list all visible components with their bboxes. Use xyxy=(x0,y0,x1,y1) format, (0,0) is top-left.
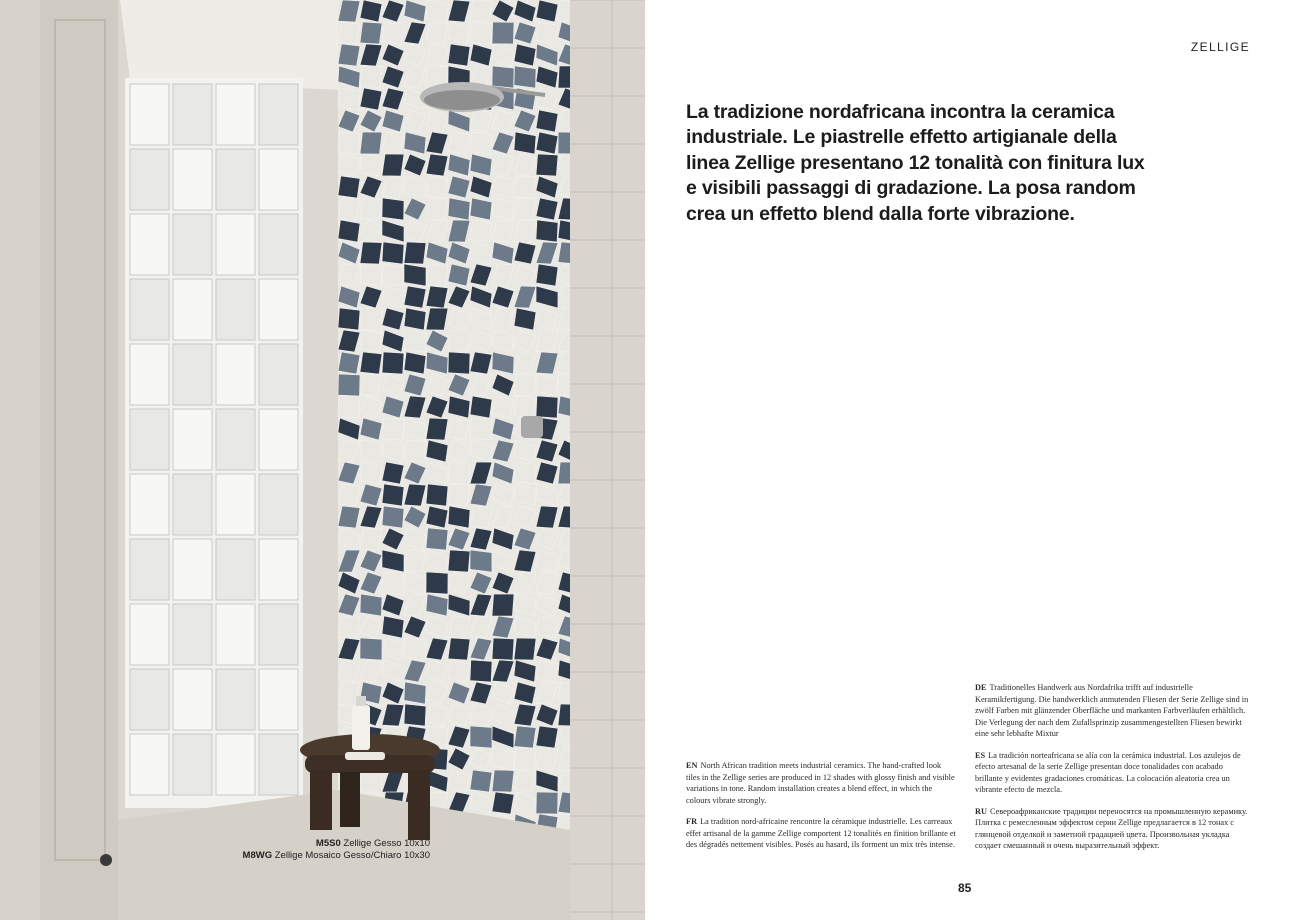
glass-block xyxy=(216,604,255,665)
zellige-tile xyxy=(470,198,492,220)
zellige-tile xyxy=(470,660,492,682)
soap-tube xyxy=(345,752,385,760)
white-tile-wall xyxy=(570,0,645,920)
photo-illustration xyxy=(0,0,645,920)
glass-block xyxy=(216,734,255,795)
zellige-tile xyxy=(360,0,382,22)
language-code: FR xyxy=(686,817,698,826)
shower-valve xyxy=(521,416,543,438)
zellige-tile xyxy=(360,88,382,110)
photo-caption xyxy=(210,838,430,862)
glass-block xyxy=(216,344,255,405)
zellige-tile xyxy=(360,462,382,484)
zellige-tile xyxy=(404,242,426,264)
zellige-tile xyxy=(448,638,470,660)
zellige-tile xyxy=(338,198,360,220)
zellige-tile xyxy=(492,770,514,792)
zellige-tile xyxy=(536,88,558,110)
glass-block xyxy=(259,344,298,405)
zellige-tile xyxy=(338,506,360,528)
zellige-tile xyxy=(426,418,448,440)
zellige-tile xyxy=(536,22,558,44)
zellige-tile xyxy=(338,308,360,330)
translations-left-column xyxy=(686,760,956,861)
zellige-tile xyxy=(382,154,404,176)
zellige-tile xyxy=(382,132,404,154)
zellige-tile xyxy=(338,22,360,44)
translation-text: North African tradition meets industrial ceramics. The hand-crafted look tiles in the Zellige series are produced in 12 shades with glossy finish and visible variations in tone. Random installation creates a blend effect, in which the colours vibrate strongly. xyxy=(686,761,955,805)
shower-photo xyxy=(0,0,645,920)
translation-text: La tradition nord-africaine rencontre la céramique industrielle. Les carreaux effet artisanal de la gamme Zellige comportent 12 tonalités en finition brillante et des dégradés nettement visibles. Posés au hasard, ils forment un mix très intense. xyxy=(686,817,956,849)
zellige-tile xyxy=(382,22,404,44)
zellige-tile xyxy=(470,0,492,22)
glass-block xyxy=(130,604,169,665)
zellige-tile xyxy=(360,22,382,44)
translation-text: Североафриканские традиции переносятся на промышленную керамику. Плитка с ремесленным эффектом серии Zellige предлагается в 12 тонах с глянцевой отделкой и заметной градацией цвета. Произвольная укладка создает смешанный и очень выразительный эффект. xyxy=(975,806,1248,850)
zellige-tile xyxy=(514,176,536,198)
headline-line: linea Zellige presentano 12 tonalità con finitura lux xyxy=(686,151,1145,174)
zellige-tile xyxy=(426,572,448,594)
zellige-tile xyxy=(360,198,382,220)
product-name: Zellige Mosaico Gesso/Chiaro 10x30 xyxy=(274,850,430,861)
page-number: 85 xyxy=(958,881,972,895)
zellige-tile xyxy=(536,792,558,814)
soap-bottle xyxy=(352,705,370,750)
zellige-tile xyxy=(514,462,536,484)
glass-block xyxy=(130,344,169,405)
zellige-tile xyxy=(514,308,536,330)
glass-block xyxy=(259,539,298,600)
zellige-tile xyxy=(360,66,382,88)
glass-block xyxy=(216,409,255,470)
zellige-tile xyxy=(360,154,382,176)
zellige-tile xyxy=(426,528,448,550)
zellige-tile xyxy=(448,462,470,484)
zellige-tile xyxy=(360,440,382,462)
glass-block xyxy=(216,279,255,340)
zellige-tile xyxy=(470,220,492,242)
glass-block xyxy=(216,149,255,210)
zellige-tile xyxy=(492,638,514,660)
zellige-tile xyxy=(382,242,404,264)
zellige-tile xyxy=(426,484,448,506)
zellige-tile xyxy=(404,264,426,286)
zellige-tile xyxy=(536,616,558,638)
zellige-tile xyxy=(470,726,492,748)
zellige-tile xyxy=(426,154,448,176)
zellige-tile xyxy=(536,396,558,418)
headline-line: crea un effetto blend dalla forte vibrazione. xyxy=(686,202,1075,225)
glass-block xyxy=(130,474,169,535)
stool-leg xyxy=(310,770,332,830)
translation-text: La tradición norteafricana se alía con la cerámica industrial. Los azulejos de efecto artesanal de la serie Zellige presentan doce tonalidades con acabado brillante y evidentes gradaciones cromáticas. La colocación aleatoria crea un vibrante efecto de mezcla. xyxy=(975,750,1241,794)
zellige-tile xyxy=(360,132,382,154)
product-code: M8WG xyxy=(242,850,273,861)
zellige-tile xyxy=(360,242,382,264)
glass-block xyxy=(173,409,212,470)
language-code: ES xyxy=(975,750,986,760)
zellige-tile xyxy=(338,484,360,506)
zellige-tile xyxy=(448,198,470,220)
zellige-tiles xyxy=(338,0,580,920)
zellige-tile xyxy=(514,198,536,220)
glass-block xyxy=(173,84,212,145)
zellige-tile xyxy=(404,638,426,660)
zellige-tile xyxy=(360,528,382,550)
translation-ru xyxy=(975,806,1250,852)
glass-block xyxy=(173,214,212,275)
zellige-tile xyxy=(536,220,558,242)
zellige-tile xyxy=(470,770,492,792)
zellige-tile xyxy=(514,726,536,748)
glass-block xyxy=(259,604,298,665)
zellige-tile xyxy=(426,0,448,22)
headline-line: La tradizione nordafricana incontra la ceramica xyxy=(686,101,1115,123)
zellige-tile xyxy=(360,352,382,374)
glass-block xyxy=(259,149,298,210)
zellige-tile xyxy=(514,396,536,418)
glass-block xyxy=(216,214,255,275)
zellige-tile xyxy=(426,22,448,44)
zellige-tile xyxy=(382,572,404,594)
zellige-tile xyxy=(338,132,360,154)
zellige-tile xyxy=(536,110,558,132)
glass-block xyxy=(259,279,298,340)
headline xyxy=(686,100,1186,227)
zellige-tile xyxy=(426,506,448,528)
glass-block xyxy=(216,474,255,535)
zellige-tile xyxy=(382,462,404,484)
series-title: ZELLIGE xyxy=(1190,40,1250,54)
door-knob xyxy=(100,854,112,866)
headline-line: e visibili passaggi di gradazione. La posa random xyxy=(686,177,1136,200)
zellige-tile xyxy=(492,176,514,198)
zellige-tile xyxy=(338,616,360,638)
glass-block xyxy=(259,474,298,535)
zellige-tile xyxy=(426,286,448,308)
zellige-tile xyxy=(470,396,492,418)
zellige-tile xyxy=(360,308,382,330)
glass-block xyxy=(259,669,298,730)
zellige-tile xyxy=(536,132,558,154)
zellige-tile xyxy=(536,726,558,748)
headline-line: industriale. Le piastrelle effetto artigianale della xyxy=(686,126,1117,149)
glass-block xyxy=(130,734,169,795)
zellige-tile xyxy=(470,22,492,44)
zellige-tile xyxy=(404,352,426,374)
zellige-tile xyxy=(448,44,470,66)
zellige-tile xyxy=(404,682,426,704)
glass-block xyxy=(259,84,298,145)
zellige-tile xyxy=(338,374,360,396)
translation-text: Traditionelles Handwerk aus Nordafrika trifft auf industrielle Keramikfertigung. Die handwerklich anmutenden Fliesen der Serie Zellige sind in zwölf Farben mit glänzender Oberfläche und markanten Farbverläufen erhältlich. Die Verlegung der nach dem Zufallsprinzip zusammengestellten Fliesen bewirkt eine sehr lebhafte Mixtur xyxy=(975,683,1249,738)
translations-right-column xyxy=(975,682,1250,862)
zellige-tile xyxy=(404,704,426,726)
zellige-tile xyxy=(448,550,470,572)
glass-block xyxy=(173,604,212,665)
glass-block xyxy=(259,214,298,275)
zellige-tile xyxy=(470,550,492,572)
zellige-tile xyxy=(448,484,470,506)
glass-block xyxy=(130,539,169,600)
zellige-tile xyxy=(404,286,426,308)
zellige-tile xyxy=(514,374,536,396)
zellige-tile xyxy=(360,264,382,286)
glass-block xyxy=(130,149,169,210)
glass-block xyxy=(216,84,255,145)
zellige-tile xyxy=(426,308,448,330)
zellige-tile xyxy=(338,396,360,418)
glass-block xyxy=(130,84,169,145)
glass-block xyxy=(130,214,169,275)
zellige-tile xyxy=(404,308,426,330)
zellige-tile xyxy=(492,22,514,44)
translation-fr xyxy=(686,816,956,851)
translation-en xyxy=(686,760,956,806)
zellige-tile xyxy=(514,66,536,88)
language-code: RU xyxy=(975,806,987,816)
glass-block xyxy=(173,734,212,795)
zellige-tile xyxy=(536,154,558,176)
zellige-tile xyxy=(338,176,360,198)
glass-block xyxy=(259,734,298,795)
zellige-tile xyxy=(338,88,360,110)
glass-block xyxy=(173,344,212,405)
glass-block xyxy=(130,669,169,730)
translation-de xyxy=(975,682,1250,740)
zellige-tile xyxy=(382,418,404,440)
zellige-tile xyxy=(360,594,382,616)
zellige-tile xyxy=(492,748,514,770)
zellige-tile xyxy=(492,66,514,88)
caption-line xyxy=(210,838,430,850)
zellige-tile xyxy=(382,352,404,374)
product-code: M5S0 xyxy=(315,838,341,849)
glass-block xyxy=(173,149,212,210)
glass-block xyxy=(130,409,169,470)
glass-block xyxy=(130,279,169,340)
zellige-tile xyxy=(536,198,558,220)
glass-block xyxy=(173,669,212,730)
zellige-tile xyxy=(536,660,558,682)
product-name: Zellige Gesso 10x10 xyxy=(343,838,430,849)
zellige-tile xyxy=(338,44,360,66)
door xyxy=(40,0,118,920)
zellige-tile xyxy=(404,330,426,352)
zellige-tile xyxy=(514,638,536,660)
zellige-tile xyxy=(448,506,470,528)
zellige-tile xyxy=(382,616,404,638)
zellige-tile xyxy=(382,484,404,506)
zellige-tile xyxy=(404,440,426,462)
zellige-tile xyxy=(536,264,558,286)
glass-block xyxy=(173,474,212,535)
glass-block xyxy=(216,539,255,600)
zellige-tile xyxy=(360,638,382,660)
zellige-tile xyxy=(448,330,470,352)
zellige-tile xyxy=(492,792,514,814)
caption-line xyxy=(210,850,430,862)
language-code: DE xyxy=(975,683,987,692)
zellige-tile xyxy=(470,704,492,726)
zellige-tile xyxy=(382,198,404,220)
door-frame xyxy=(0,0,40,920)
zellige-tile xyxy=(470,506,492,528)
glass-block xyxy=(173,539,212,600)
glass-block xyxy=(259,409,298,470)
zellige-tile xyxy=(338,352,360,374)
zellige-tile xyxy=(448,352,470,374)
stool-leg xyxy=(408,770,430,840)
zellige-tile xyxy=(382,506,404,528)
translation-es xyxy=(975,750,1250,796)
zellige-tile xyxy=(360,330,382,352)
zellige-tile xyxy=(514,132,536,154)
glass-block xyxy=(173,279,212,340)
zellige-tile xyxy=(426,264,448,286)
zellige-tile xyxy=(514,748,536,770)
zellige-tile xyxy=(448,660,470,682)
language-code: EN xyxy=(686,761,698,770)
zellige-tile xyxy=(492,594,514,616)
zellige-tile xyxy=(470,132,492,154)
zellige-tile xyxy=(338,220,360,242)
zellige-tile xyxy=(382,264,404,286)
zellige-tile xyxy=(360,770,382,792)
zellige-tile xyxy=(470,418,492,440)
glass-block xyxy=(216,669,255,730)
